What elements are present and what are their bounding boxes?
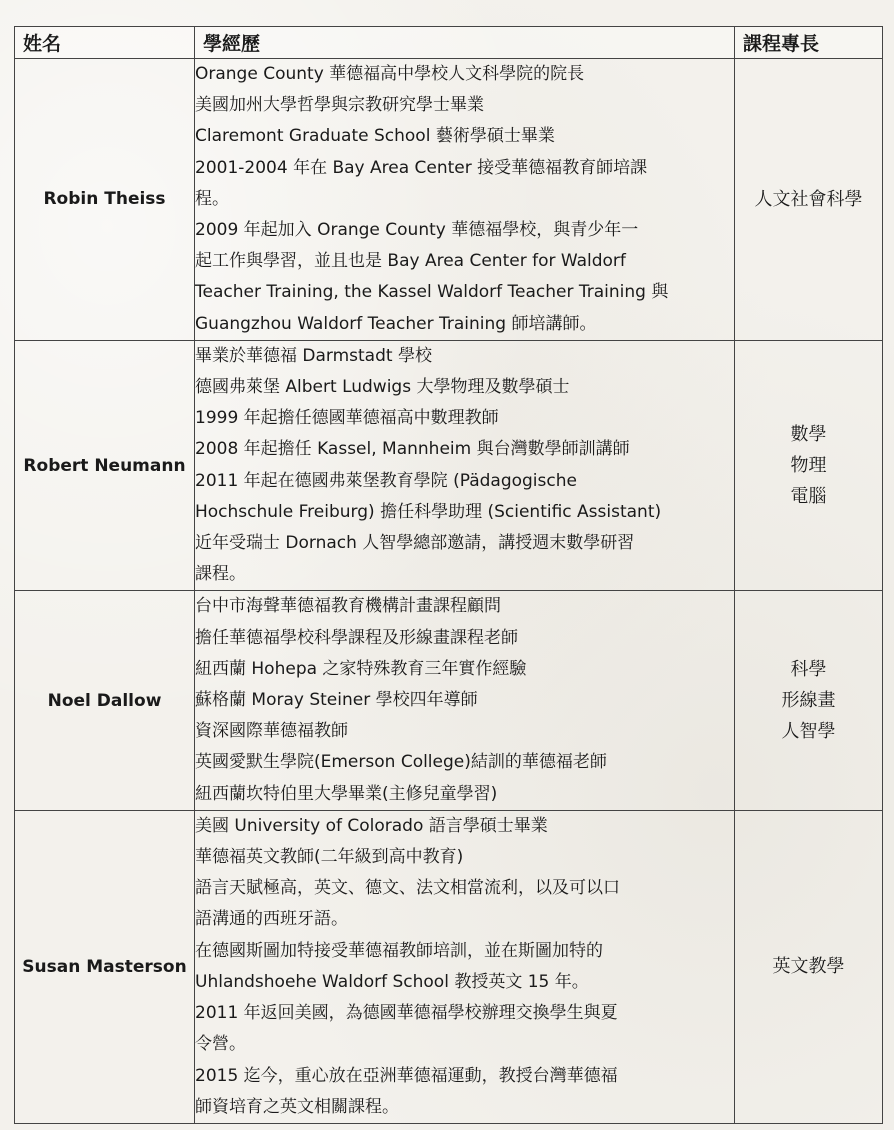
education-cell (195, 591, 735, 810)
specialty-item: 人智學 (781, 721, 836, 743)
education-line: 英國愛默生學院(Emerson College)結訓的華德福老師 (195, 752, 607, 773)
education-line: 令營。 (195, 1034, 246, 1055)
education-line: 語言天賦極高，英文、德文、法文相當流利，以及可以口 (195, 878, 620, 899)
specialty-cell (735, 340, 883, 591)
teacher-name: Robin Theiss (15, 59, 195, 341)
education-line: Hochschule Freiburg) 擔任科學助理 (Scientific Assistant) (195, 501, 662, 522)
teacher-name: Noel Dallow (15, 591, 195, 810)
education-line: 台中市海聲華德福教育機構計畫課程顧問 (195, 596, 501, 617)
education-line: 在德國斯圖加特接受華德福教師培訓，並在斯圖加特的 (195, 940, 603, 961)
header-name: 姓名 (15, 27, 195, 59)
header-specialty: 課程專長 (735, 27, 883, 59)
education-cell (195, 340, 735, 591)
education-line: 蘇格蘭 Moray Steiner 學校四年導師 (195, 690, 478, 711)
education-line: Teacher Training, the Kassel Waldorf Teacher Training 與 (195, 282, 669, 303)
specialty-item: 電腦 (790, 486, 827, 508)
education-cell (195, 810, 735, 1123)
education-line: 2011 年返回美國，為德國華德福學校辦理交換學生與夏 (195, 1003, 618, 1024)
education-line: 華德福英文教師(二年級到高中教育) (195, 847, 464, 868)
specialty-cell (735, 810, 883, 1123)
specialty-item: 形線畫 (781, 690, 836, 712)
education-line: 2001-2004 年在 Bay Area Center 接受華德福教育師培課 (195, 157, 648, 178)
education-line: 程。 (195, 188, 229, 209)
education-line: 資深國際華德福教師 (195, 721, 348, 742)
education-line: Guangzhou Waldorf Teacher Training 師培講師。 (195, 313, 597, 334)
table-row (15, 340, 883, 591)
education-line: 2011 年起在德國弗萊堡教育學院 (Pädagogische (195, 470, 577, 491)
header-row (15, 27, 883, 59)
education-line: 2009 年起加入 Orange County 華德福學校，與青少年一 (195, 220, 639, 241)
education-line: 師資培育之英文相關課程。 (195, 1096, 399, 1117)
table-row (15, 810, 883, 1123)
specialty-item: 科學 (790, 659, 827, 681)
specialty-cell (735, 591, 883, 810)
education-line: 德國弗萊堡 Albert Ludwigs 大學物理及數學碩士 (195, 377, 570, 398)
education-line: Orange County 華德福高中學校人文科學院的院長 (195, 64, 585, 84)
education-line: 紐西蘭坎特伯里大學畢業(主修兒童學習) (195, 783, 498, 804)
education-line: 2008 年起擔任 Kassel, Mannheim 與台灣數學師訓講師 (195, 439, 630, 460)
education-line: 語溝通的西班牙語。 (195, 909, 348, 930)
education-line: 紐西蘭 Hohepa 之家特殊教育三年實作經驗 (195, 658, 527, 679)
specialty-item: 英文教學 (772, 956, 845, 978)
header-education: 學經歷 (195, 27, 735, 59)
specialty-cell (735, 59, 883, 341)
education-line: 擔任華德福學校科學課程及形線畫課程老師 (195, 627, 518, 648)
education-line: Uhlandshoehe Waldorf School 教授英文 15 年。 (195, 971, 589, 992)
education-line: 美國 University of Colorado 語言學碩士畢業 (195, 815, 548, 836)
faculty-table (14, 26, 883, 1124)
education-line: 課程。 (195, 564, 246, 585)
education-line: 美國加州大學哲學與宗教研究學士畢業 (195, 95, 484, 116)
specialty-item: 物理 (790, 455, 827, 477)
education-line: 起工作與學習，並且也是 Bay Area Center for Waldorf (195, 251, 626, 272)
education-line: 1999 年起擔任德國華德福高中數理教師 (195, 408, 499, 429)
education-line: 2015 迄今，重心放在亞洲華德福運動，教授台灣華德福 (195, 1065, 618, 1086)
table-row (15, 59, 883, 341)
teacher-name: Susan Masterson (15, 810, 195, 1123)
education-line: 近年受瑞士 Dornach 人智學總部邀請，講授週末數學研習 (195, 533, 635, 554)
education-line: Claremont Graduate School 藝術學碩士畢業 (195, 126, 555, 147)
education-cell (195, 59, 735, 341)
table-row (15, 591, 883, 810)
education-line: 畢業於華德福 Darmstadt 學校 (195, 345, 432, 366)
teacher-name: Robert Neumann (15, 340, 195, 591)
specialty-item: 數學 (790, 424, 827, 446)
specialty-item: 人文社會科學 (754, 188, 863, 210)
